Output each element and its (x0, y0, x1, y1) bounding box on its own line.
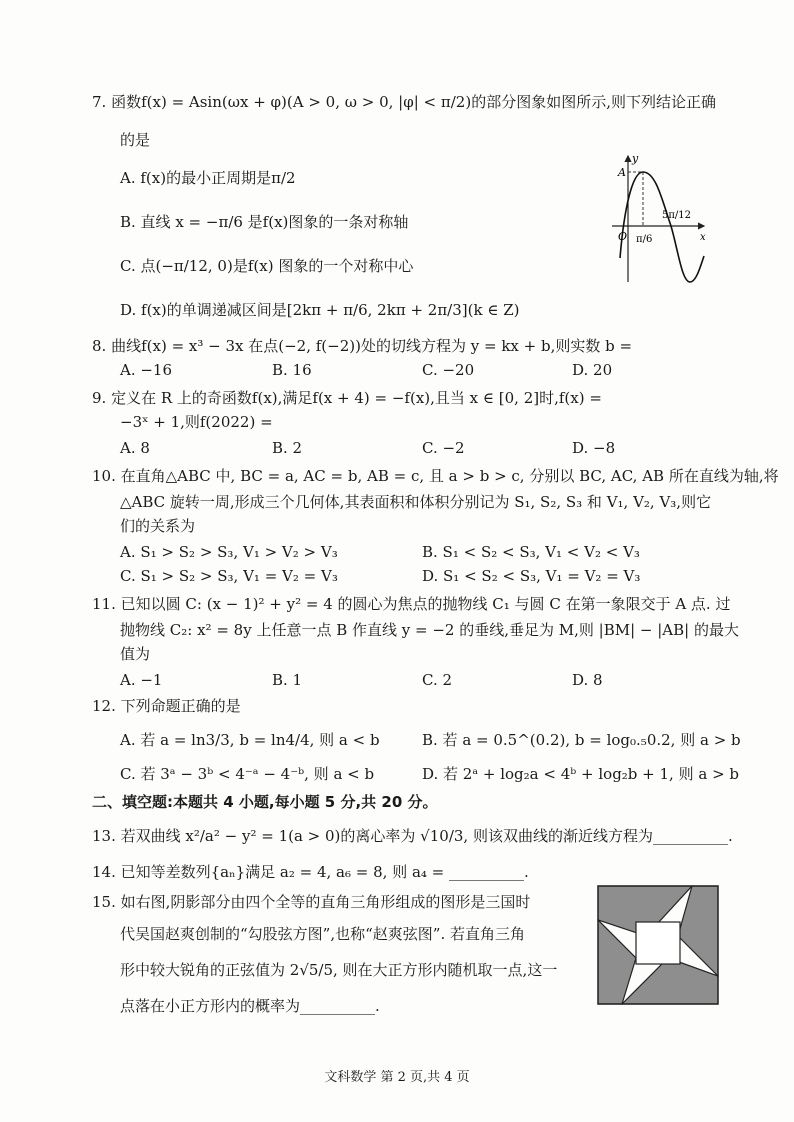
q7-option-c: C. 点(−π/12, 0)是f(x) 图象的一个对称中心 (120, 257, 414, 275)
graph-y-label: y (632, 152, 639, 165)
q12-stem: 12. 下列命题正确的是 (92, 697, 241, 715)
triangle-left (598, 920, 636, 1004)
q10-option-d: D. S₁ < S₂ < S₃, V₁ = V₂ = V₃ (422, 567, 641, 585)
q15-line4: 点落在小正方形内的概率为__________. (120, 997, 380, 1015)
section-fill-in-heading: 二、填空题:本题共 4 小题,每小题 5 分,共 20 分。 (92, 793, 438, 811)
q13-stem: 13. 若双曲线 x²/a² − y² = 1(a > 0)的离心率为 √10/3, 则该双曲线的渐近线方程为__________. (92, 827, 733, 845)
q12-option-d: D. 若 2ᵃ + log₂a < 4ᵇ + log₂b + 1, 则 a > b (422, 765, 740, 783)
graph-origin-label: O (618, 230, 628, 243)
q8-option-b: B. 16 (272, 361, 312, 379)
triangle-bottom (622, 958, 718, 1004)
q10-stem-line1: 10. 在直角△ABC 中, BC = a, AC = b, AB = c, 且 a > b > c, 分别以 BC, AC, AB 所在直线为轴,将 (92, 467, 779, 485)
q7-sine-graph (600, 150, 710, 290)
q12-option-b: B. 若 a = 0.5^(0.2), b = log₀.₅0.2, 则 a > b (422, 731, 741, 749)
zhao-shuang-diagram (592, 880, 724, 1010)
q9-stem-line1: 9. 定义在 R 上的奇函数f(x),满足f(x + 4) = −f(x),且当 x ∈ [0, 2]时,f(x) = (92, 389, 602, 407)
q10-option-a: A. S₁ > S₂ > S₃, V₁ > V₂ > V₃ (120, 543, 338, 561)
q14-stem: 14. 已知等差数列{aₙ}满足 a₂ = 4, a₆ = 8, 则 a₄ = __________. (92, 863, 529, 881)
q12-option-a: A. 若 a = ln3/3, b = ln4/4, 则 a < b (120, 731, 380, 749)
graph-A-label: A (618, 166, 626, 179)
q7-option-b: B. 直线 x = −π/6 是f(x)图象的一条对称轴 (120, 213, 409, 231)
sine-curve (620, 172, 704, 282)
small-square (636, 922, 680, 964)
q8-option-c: C. −20 (422, 361, 475, 379)
q9-option-a: A. 8 (120, 439, 150, 457)
q11-option-d: D. 8 (572, 671, 603, 689)
q7-option-a: A. f(x)的最小正周期是π/2 (120, 169, 296, 187)
q9-stem-line2: −3ˣ + 1,则f(2022) = (120, 413, 273, 431)
q9-option-b: B. 2 (272, 439, 303, 457)
q8-option-a: A. −16 (120, 361, 173, 379)
q7-stem-line1: 7. 函数f(x) = Asin(ωx + φ)(A > 0, ω > 0, |φ| < π/2)的部分图象如图所示,则下列结论正确 (92, 93, 716, 111)
q9-option-c: C. −2 (422, 439, 465, 457)
page-footer: 文科数学 第 2 页,共 4 页 (324, 1070, 470, 1085)
graph-x-label: x (700, 232, 706, 243)
q11-stem-line2: 抛物线 C₂: x² = 8y 上任意一点 B 作直线 y = −2 的垂线,垂足为 M,则 |BM| − |AB| 的最大 (120, 621, 739, 639)
q7-option-d: D. f(x)的单调递减区间是[2kπ + π/6, 2kπ + 2π/3](k ∈ Z) (120, 301, 520, 319)
q10-option-b: B. S₁ < S₂ < S₃, V₁ < V₂ < V₃ (422, 543, 640, 561)
q11-option-c: C. 2 (422, 671, 453, 689)
q12-option-c: C. 若 3ᵃ − 3ᵇ < 4⁻ᵃ − 4⁻ᵇ, 则 a < b (120, 765, 375, 783)
q11-option-b: B. 1 (272, 671, 303, 689)
q9-option-d: D. −8 (572, 439, 616, 457)
q10-stem-line3: 们的关系为 (120, 517, 196, 535)
q10-stem-line2: △ABC 旋转一周,形成三个几何体,其表面积和体积分别记为 S₁, S₂, S₃ 和 V₁, V₂, V₃,则它 (120, 493, 712, 511)
q15-line1: 15. 如右图,阴影部分由四个全等的直角三角形组成的图形是三国时 (92, 893, 531, 911)
graph-tick-pi6: π/6 (636, 234, 653, 245)
q10-option-c: C. S₁ > S₂ > S₃, V₁ = V₂ = V₃ (120, 567, 338, 585)
graph-tick-5pi12: 5π/12 (662, 210, 692, 221)
q15-line3: 形中较大锐角的正弦值为 2√5/5, 则在大正方形内随机取一点,这一 (120, 961, 558, 979)
q15-line2: 代吴国赵爽创制的“勾股弦方图”,也称“赵爽弦图”. 若直角三角 (120, 925, 525, 943)
q8-stem: 8. 曲线f(x) = x³ − 3x 在点(−2, f(−2))处的切线方程为 y = kx + b,则实数 b = (92, 337, 633, 355)
q7-stem-line2: 的是 (120, 131, 151, 149)
q8-option-d: D. 20 (572, 361, 613, 379)
q11-option-a: A. −1 (120, 671, 163, 689)
q11-stem-line1: 11. 已知以圆 C: (x − 1)² + y² = 4 的圆心为焦点的抛物线 C₁ 与圆 C 在第一象限交于 A 点. 过 (92, 595, 731, 613)
triangle-right (678, 886, 718, 976)
q11-stem-line3: 值为 (120, 645, 151, 663)
